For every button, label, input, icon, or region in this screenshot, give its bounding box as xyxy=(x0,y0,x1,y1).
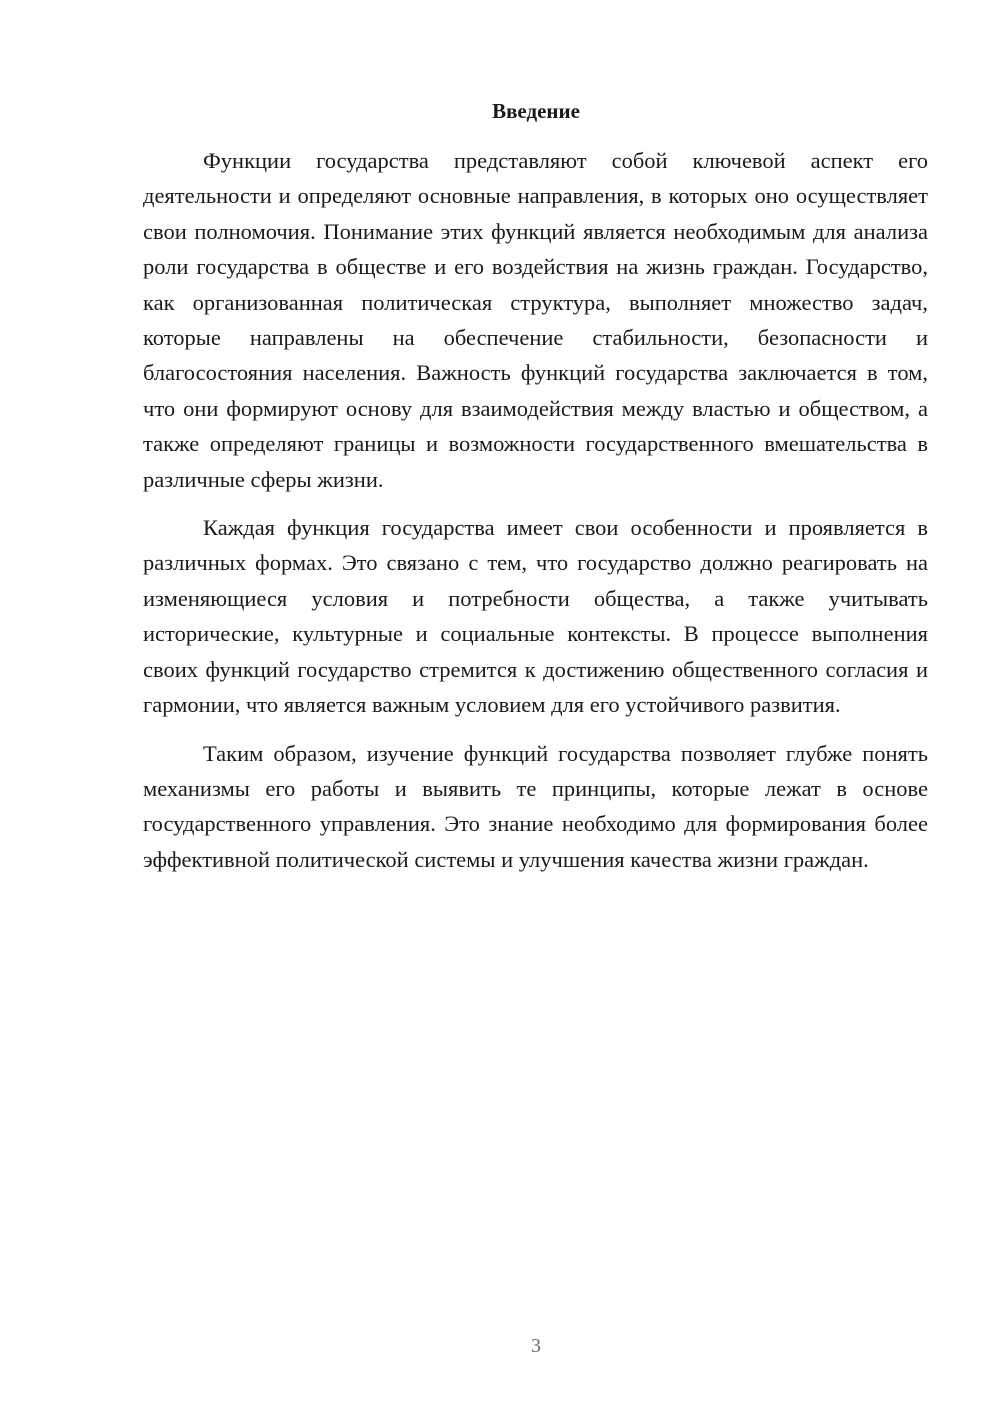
body-text xyxy=(143,143,928,877)
paragraph-1: Функции государства представляют собой ключевой аспект его деятельности и определяют основные направления, в которых оно осуществляет свои полномочия. Понимание этих функций является необходимым для анализа роли государства в обществе и его воздействия на жизнь граждан. Государство, как организованная политическая структура, выполняет множество задач, которые направлены на обеспечение стабильности, безопасности и благосостояния населения. Важность функций государства заключается в том, что они формируют основу для взаимодействия между властью и обществом, а также определяют границы и возможности государственного вмешательства в различные сферы жизни. xyxy=(143,148,928,492)
section-heading: Введение xyxy=(492,99,580,123)
page-number: 3 xyxy=(531,1335,541,1357)
paragraph-2: Каждая функция государства имеет свои особенности и проявляется в различных формах. Это связано с тем, что государство должно реагировать на изменяющиеся условия и потребности общества, а также учитывать исторические, культурные и социальные контексты. В процессе выполнения своих функций государство стремится к достижению общественного согласия и гармонии, что является важным условием для его устойчивого развития. xyxy=(143,515,928,718)
paragraph-3: Таким образом, изучение функций государства позволяет глубже понять механизмы его работы и выявить те принципы, которые лежат в основе государственного управления. Это знание необходимо для формирования более эффективной политической системы и улучшения качества жизни граждан. xyxy=(143,740,928,872)
